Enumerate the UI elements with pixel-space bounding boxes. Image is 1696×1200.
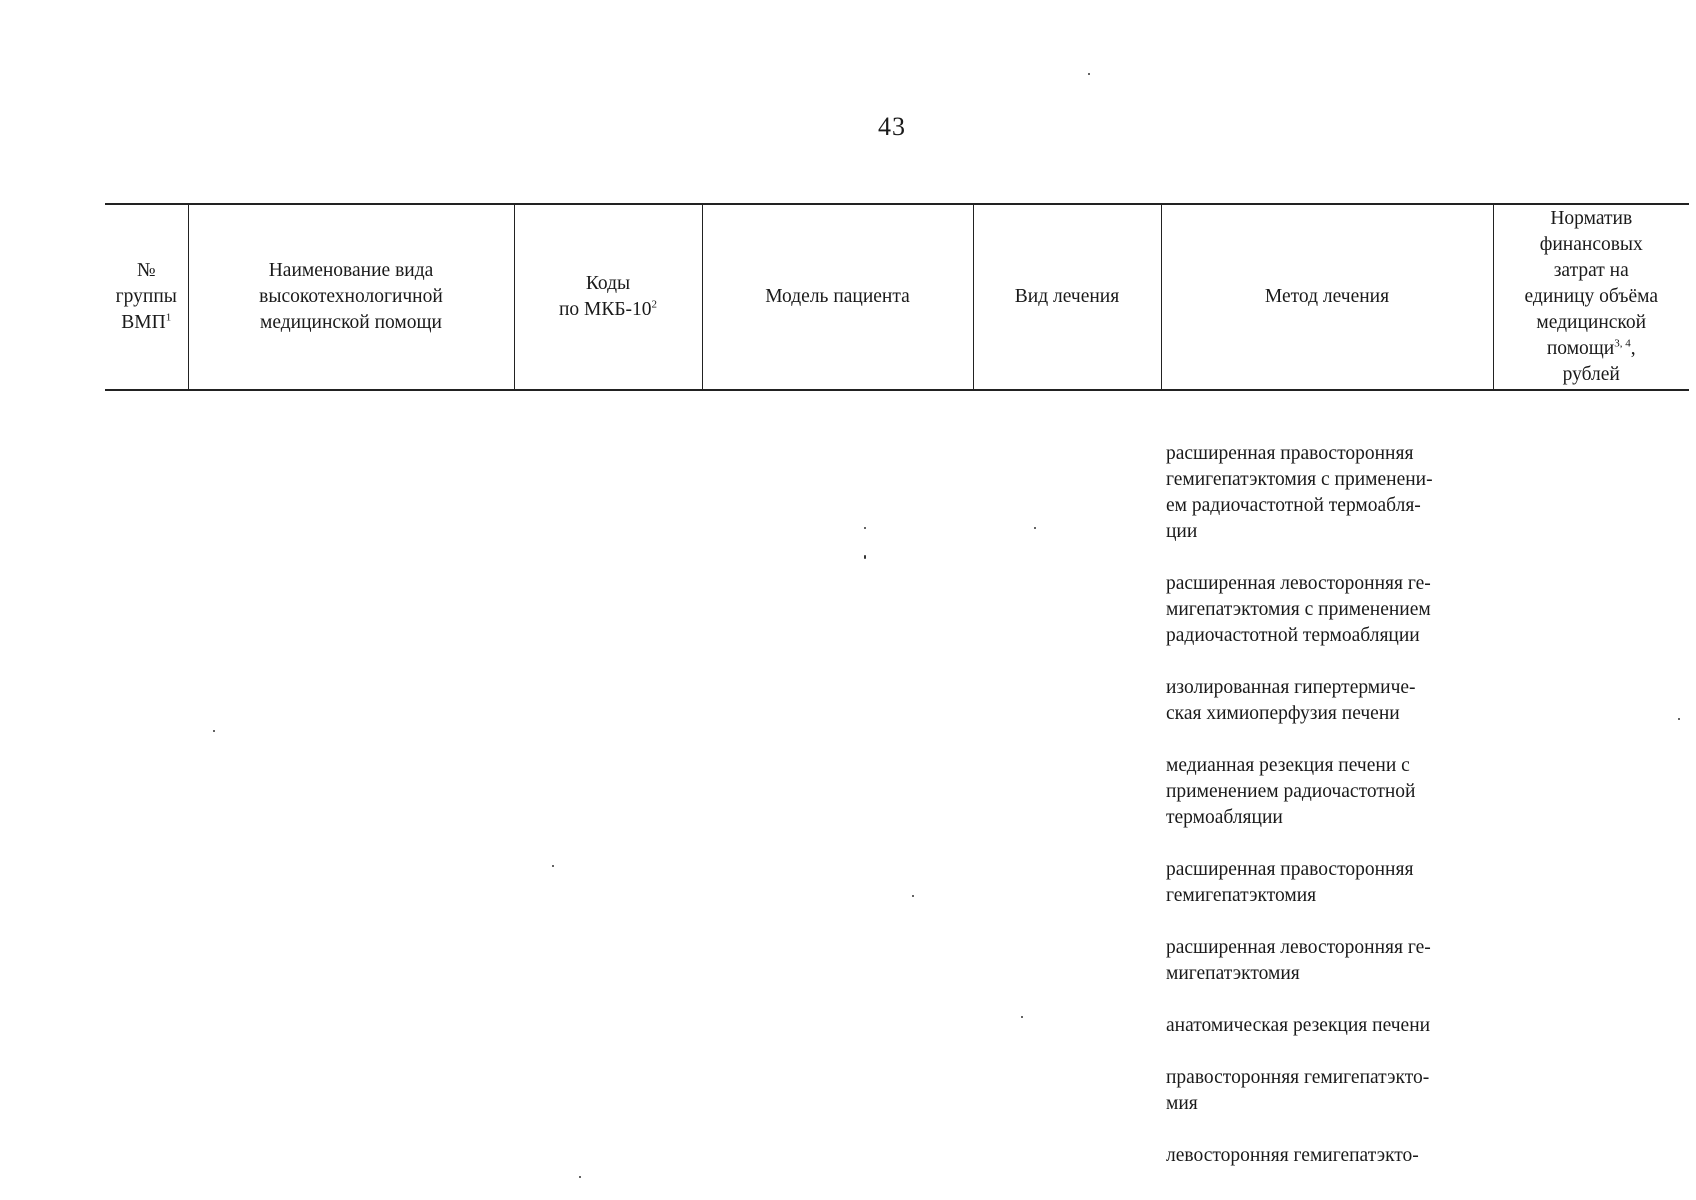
header-treatment-type: Вид лечения bbox=[973, 204, 1161, 390]
page-number: 43 bbox=[878, 112, 906, 141]
method-item: правосторонняя гемигепатэкто- мия bbox=[1166, 1067, 1430, 1114]
scan-speck bbox=[1021, 1016, 1023, 1018]
scan-speck bbox=[552, 865, 554, 867]
method-item: левосторонняя гемигепатэкто- bbox=[1166, 1145, 1419, 1166]
footnote-mark: 3, 4 bbox=[1614, 337, 1631, 350]
method-item: расширенная левосторонняя ге- мигепатэктомия bbox=[1166, 937, 1431, 984]
scan-speck bbox=[864, 555, 866, 559]
header-treatment-method: Метод лечения bbox=[1161, 204, 1493, 390]
method-item: расширенная правосторонняя гемигепатэктомия с применени- ем радиочастотной термоабля- ции bbox=[1166, 443, 1433, 542]
method-item: расширенная левосторонняя ге- мигепатэктомия с применением радиочастотной термоабляции bbox=[1166, 573, 1431, 646]
header-cost-standard: Норматив финансовых затрат на единицу объёма медицинской помощи$^{3, 4}$, рублей bbox=[1493, 204, 1689, 390]
scan-speck bbox=[579, 1176, 581, 1178]
header-group-number: № группы ВМП$^1$ bbox=[105, 204, 188, 390]
scan-speck bbox=[1034, 527, 1036, 529]
method-item: анатомическая резекция печени bbox=[1166, 1015, 1431, 1036]
scan-speck bbox=[1088, 73, 1090, 75]
treatment-methods-list bbox=[1166, 441, 1486, 1195]
header-patient-model: Модель пациента bbox=[702, 204, 973, 390]
header-care-type-name: Наименование вида высокотехнологичной медицинской помощи bbox=[188, 204, 514, 390]
table-header bbox=[105, 203, 1689, 391]
method-item: медианная резекция печени с применением радиочастотной термоабляции bbox=[1166, 755, 1416, 828]
header-icd-codes: Коды по МКБ-$10^2$ bbox=[514, 204, 702, 390]
scan-speck bbox=[864, 527, 866, 529]
scan-speck bbox=[912, 895, 914, 897]
scan-speck bbox=[1678, 718, 1680, 720]
method-item: расширенная правосторонняя гемигепатэктомия bbox=[1166, 859, 1414, 906]
table-header-row bbox=[105, 204, 1689, 390]
footnote-mark: 1 bbox=[165, 311, 172, 324]
scan-speck bbox=[213, 730, 215, 732]
method-item: изолированная гипертермиче- ская химиоперфузия печени bbox=[1166, 677, 1416, 724]
footnote-mark: 2 bbox=[651, 298, 658, 311]
